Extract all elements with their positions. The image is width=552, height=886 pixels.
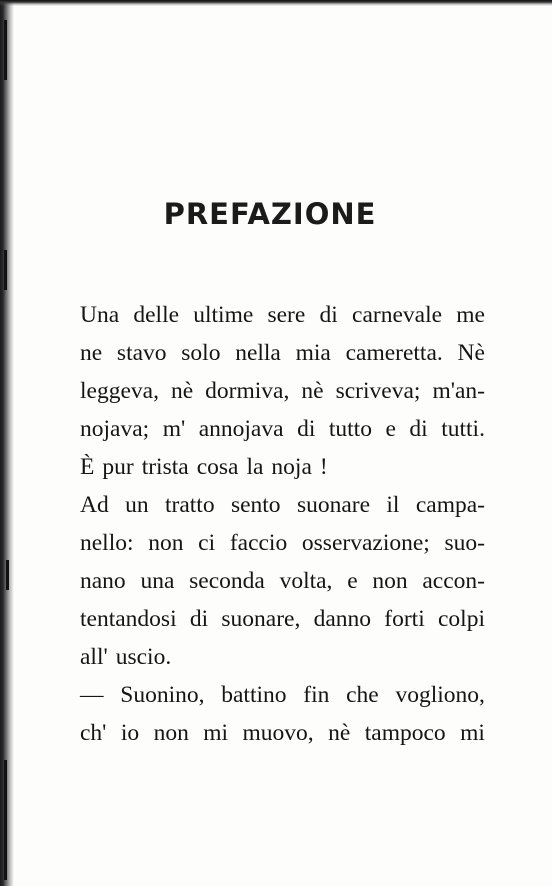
text-line: [80, 676, 485, 714]
word: di: [189, 606, 209, 632]
word: il: [386, 492, 400, 518]
binding-streak: [4, 760, 7, 880]
text-line: [80, 562, 485, 600]
word: nella: [235, 340, 281, 366]
word: non: [372, 568, 408, 594]
word: pur: [102, 454, 134, 480]
word: stavo: [116, 340, 167, 366]
page-binding-shadow: [0, 0, 14, 886]
word: di: [297, 416, 316, 442]
word: dormiva,: [205, 378, 290, 404]
binding-streak: [6, 560, 9, 590]
word: Ad: [80, 492, 109, 518]
word: colpi: [438, 606, 485, 632]
word: di: [409, 416, 428, 442]
word: vogliono,: [395, 682, 485, 708]
word: annojava: [198, 416, 284, 442]
word: mia: [295, 340, 331, 366]
word: nello:: [80, 530, 134, 556]
word: mi: [460, 720, 485, 746]
chapter-title: PREFAZIONE: [163, 197, 377, 231]
word: suonare,: [221, 606, 301, 632]
word: nè: [328, 720, 351, 746]
text-line: [80, 296, 485, 334]
word: sento: [230, 492, 281, 518]
body-text: [80, 296, 485, 752]
text-line: [80, 486, 485, 524]
word: Una: [80, 302, 120, 328]
word: ultime: [193, 302, 254, 328]
word: all': [80, 644, 108, 670]
word: noja: [271, 454, 312, 480]
word: m': [162, 416, 186, 442]
word: e: [385, 416, 396, 442]
text-line: [80, 334, 485, 372]
word: non: [148, 530, 184, 556]
word: la: [246, 454, 264, 480]
word: tentandosi: [80, 606, 177, 632]
word: nè: [170, 378, 194, 404]
word: muovo,: [242, 720, 314, 746]
word: —: [80, 682, 104, 708]
word: cosa: [196, 454, 239, 480]
word: solo: [181, 340, 221, 366]
word: nojava;: [80, 416, 150, 442]
word: suonare: [296, 492, 371, 518]
word: un: [125, 492, 149, 518]
word: scriveva;: [335, 378, 421, 404]
word: non: [153, 720, 189, 746]
word: danno: [313, 606, 372, 632]
word: fin: [303, 682, 330, 708]
word: osservazione;: [301, 530, 430, 556]
word: Suonino,: [120, 682, 205, 708]
word: suo-: [444, 530, 485, 556]
word: ci: [198, 530, 216, 556]
word: e: [347, 568, 358, 594]
word: che: [346, 682, 379, 708]
word: carnevale: [352, 302, 443, 328]
binding-streak: [4, 20, 7, 80]
word: È: [80, 454, 95, 480]
word: tutto: [328, 416, 372, 442]
word: !: [319, 454, 328, 480]
word: sere: [267, 302, 306, 328]
word: m'an-: [432, 378, 485, 404]
text-line: [80, 524, 485, 562]
word: me: [456, 302, 485, 328]
word: campa-: [415, 492, 485, 518]
word: una: [140, 568, 175, 594]
word: di: [319, 302, 338, 328]
word: Nè: [457, 340, 485, 366]
word: battino: [221, 682, 287, 708]
word: accon-: [422, 568, 485, 594]
word: delle: [133, 302, 180, 328]
text-line: [80, 410, 485, 448]
word: cameretta.: [345, 340, 443, 366]
page-top-edge: [0, 0, 552, 6]
text-line: [80, 714, 485, 752]
text-line: [80, 600, 485, 638]
word: trista: [141, 454, 189, 480]
word: nano: [80, 568, 126, 594]
word: leggeva,: [80, 378, 159, 404]
word: io: [120, 720, 140, 746]
word: faccio: [229, 530, 288, 556]
word: seconda: [189, 568, 265, 594]
word: forti: [384, 606, 425, 632]
word: ch': [80, 720, 107, 746]
text-line: [80, 638, 485, 676]
word: nè: [301, 378, 324, 404]
word: volta,: [279, 568, 333, 594]
text-line: [80, 448, 485, 486]
word: ne: [80, 340, 103, 366]
word: tratto: [164, 492, 215, 518]
word: uscio.: [115, 644, 172, 670]
word: tutti.: [441, 416, 485, 442]
word: tampoco: [364, 720, 446, 746]
word: mi: [203, 720, 229, 746]
binding-streak: [4, 250, 7, 290]
text-line: [80, 372, 485, 410]
